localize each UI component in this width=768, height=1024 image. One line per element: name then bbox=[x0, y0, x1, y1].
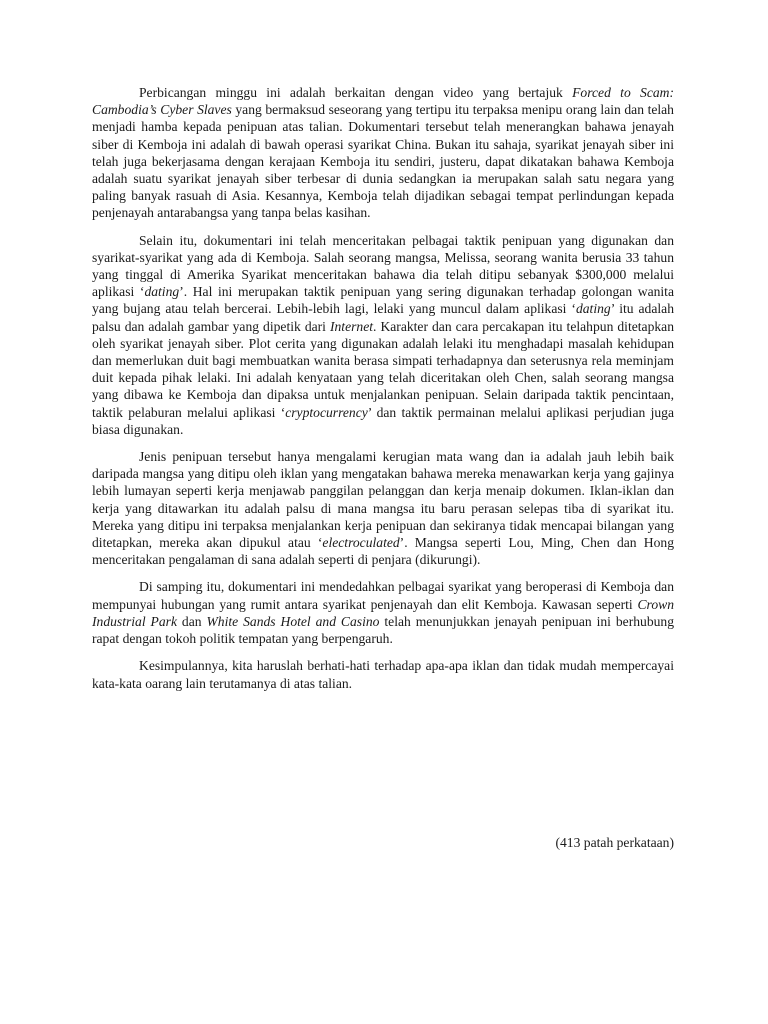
italic-run: electroculated bbox=[322, 535, 400, 551]
paragraph-tactics bbox=[92, 232, 674, 438]
text-run: yang bermaksud seseorang yang tertipu itu terpaksa menipu orang lain dan telah menjadi hamba kepada penipuan atas talian. Dokumentari tersebut telah menerangkan bahawa jenayah siber di Kemboja ini adalah di bawah operasi syarikat China. Bukan itu sahaja, syarikat jenayah siber ini telah juga bekerjasama dengan kerajaan Kemboja itu sendiri, justeru, dapat dikatakan bahawa Kemboja adalah suatu syarikat jenayah siber terbesar di dunia sedangkan ia merupakan salah satu negara yang paling banyak rasuah di Asia. Kesannya, Kemboja telah dijadikan sebagai tempat perlindungan kepada penjenayah antarabangsa yang tanpa belas kasihan. bbox=[92, 102, 674, 221]
paragraph-job-scams bbox=[92, 448, 674, 568]
paragraph-companies bbox=[92, 578, 674, 647]
text-run: Jenis penipuan tersebut hanya mengalami kerugian mata wang dan ia adalah jauh lebih baik daripada mangsa yang ditipu oleh iklan yang mengatakan bahawa mereka menawarkan kerja yang gajinya lebih lumayan seperti kerja menjawab panggilan pelanggan dan kerja menaip dokumen. Iklan-iklan dan kerja yang ditawarkan itu adalah palsu di mana mangsa itu baru perasan selepas tiba di syarikat itu. Mereka yang ditipu ini terpaksa menjalankan kerja penipuan dan sekiranya tidak mencapai bilangan yang ditetapkan, mereka akan dipukul atau ‘ bbox=[92, 449, 674, 551]
text-run: . Karakter dan cara percakapan itu telahpun ditetapkan oleh syarikat jenayah siber. Plot cerita yang digunakan adalah lelaki itu menghadapi masalah kehidupan dan memerlukan duit bagi membuatkan wanita berasa simpati terhadapnya dan seterusnya rela meminjam duit kepada pihak lelaki. Ini adalah kenyataan yang telah diceritakan oleh Chen, salah seorang mangsa yang dibawa ke Kemboja dan dipaksa untuk menjalankan penipuan. Selain daripada taktik pencintaan, taktik pelaburan melalui aplikasi ‘ bbox=[92, 318, 674, 420]
text-run: ’ itu adalah palsu dan adalah gambar yang dipetik dari bbox=[92, 301, 674, 334]
text-run: ’. Mangsa seperti Lou, Ming, Chen dan Hong menceritakan pengalaman di sana adalah seperti di penjara (dikurungi). bbox=[92, 535, 674, 568]
italic-run: Crown Industrial Park bbox=[92, 596, 674, 629]
text-run: dan bbox=[176, 613, 207, 629]
text-run: Kesimpulannya, kita haruslah berhati-hati terhadap apa-apa iklan dan tidak mudah mempercayai kata-kata oarang lain terutamanya di atas talian. bbox=[92, 658, 674, 691]
italic-run: Forced to Scam: Cambodia’s Cyber Slaves bbox=[92, 85, 674, 118]
document-body bbox=[92, 84, 674, 702]
text-run: telah menunjukkan jenayah penipuan ini berhubung rapat dengan tokoh politik tempatan yang berpengaruh. bbox=[92, 613, 675, 647]
italic-run: White Sands Hotel and Casino bbox=[206, 613, 380, 629]
italic-run: dating bbox=[144, 284, 180, 300]
italic-run: Internet bbox=[329, 318, 374, 334]
text-run: Di samping itu, dokumentari ini mendedahkan pelbagai syarikat yang beroperasi di Kemboja dan mempunyai hubungan yang rumit antara syarikat penjenayah dan elit Kemboja. Kawasan seperti bbox=[92, 579, 674, 612]
italic-run: dating bbox=[575, 301, 611, 317]
text-run: ’ dan taktik permainan melalui aplikasi perjudian juga biasa digunakan. bbox=[92, 404, 674, 437]
paragraph-conclusion bbox=[92, 657, 674, 691]
italic-run: cryptocurrency bbox=[285, 404, 368, 420]
text-run: Selain itu, dokumentari ini telah menceritakan pelbagai taktik penipuan yang digunakan dan syarikat-syarikat yang ada di Kemboja. Salah seorang mangsa, Melissa, seorang wanita berusia 33 tahun yang tinggal di Amerika Syarikat menceritakan bahawa dia telah ditipu sebanyak $300,000 melalui aplikasi ‘ bbox=[92, 232, 674, 300]
text-run: ’. Hal ini merupakan taktik penipuan yang sering digunakan terhadap golongan wanita yang bujang atau telah bercerai. Lebih-lebih lagi, lelaki yang muncul dalam aplikasi ‘ bbox=[92, 284, 674, 317]
paragraph-intro bbox=[92, 84, 674, 222]
word-count: (413 patah perkataan) bbox=[555, 835, 674, 850]
text-run: Perbicangan minggu ini adalah berkaitan dengan video yang bertajuk bbox=[139, 85, 573, 100]
